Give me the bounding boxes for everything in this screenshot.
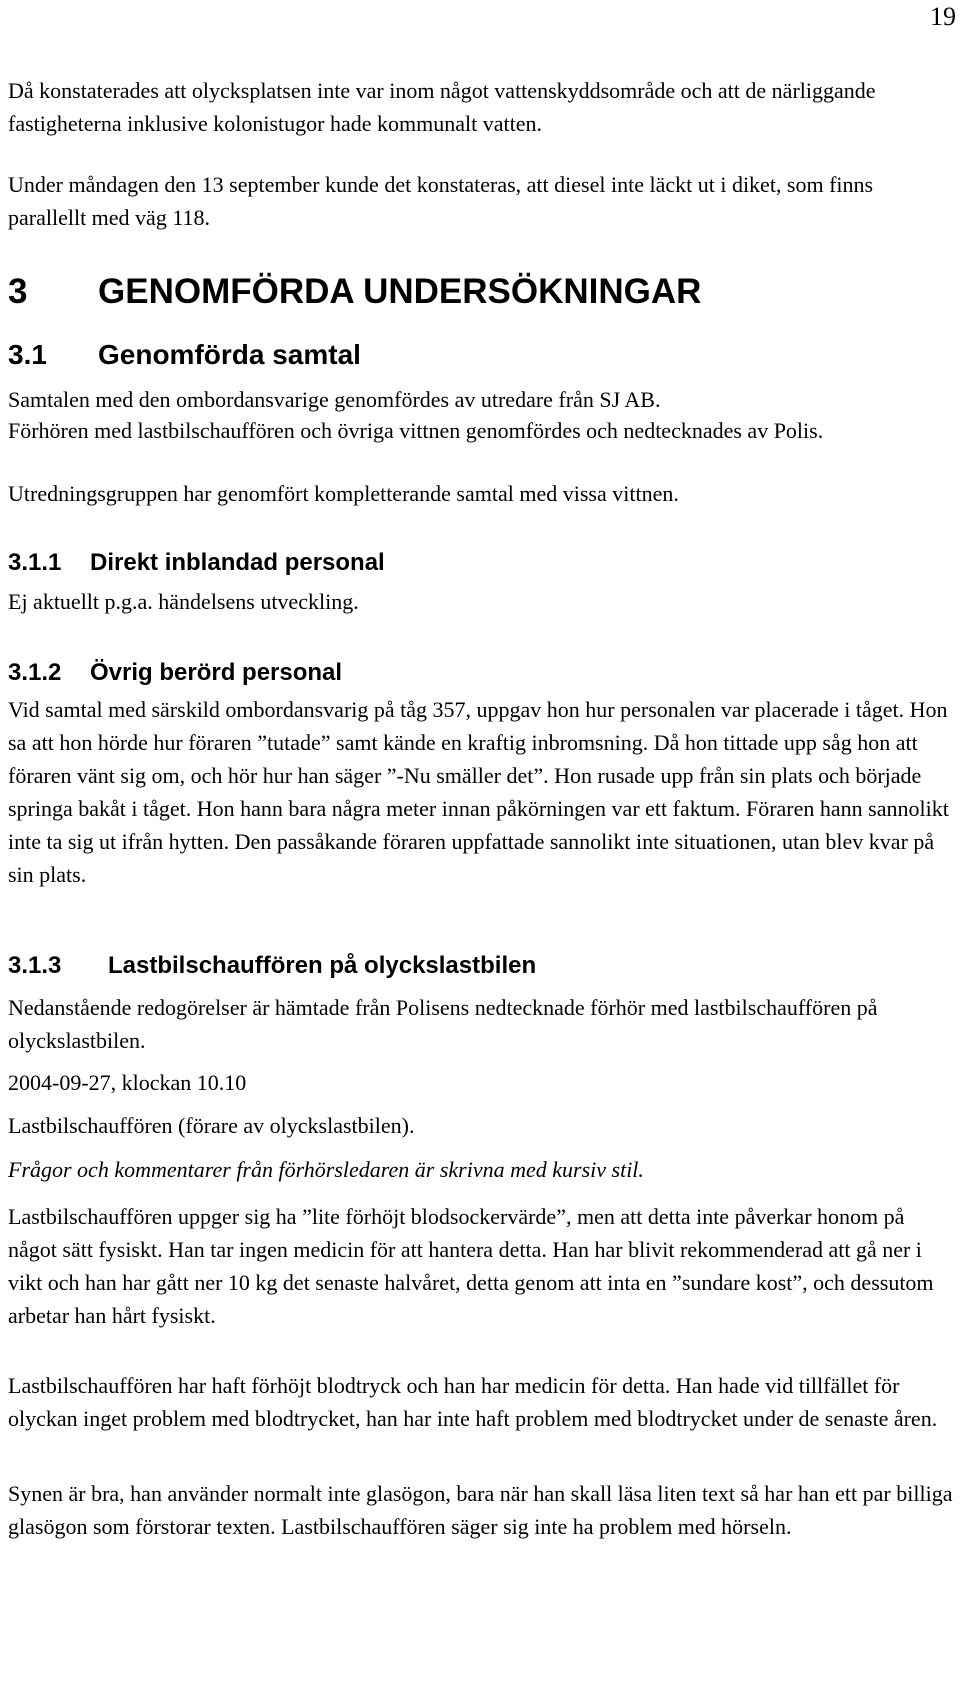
page-number: 19: [930, 2, 956, 31]
paragraph-blood-sugar: Lastbilschauffören uppger sig ha ”lite förhöjt blodsockervärde”, men att detta inte påverkar honom på något sätt fysiskt. Han tar ingen medicin för att hantera detta. Han har blivit rekommenderad att gå ner i vikt och han har gått ner 10 kg det senaste halvåret, detta genom att inta en ”sundare kost”, och dessutom arbetar han hårt fysiskt.: [8, 1204, 934, 1328]
section-heading-3-1-3: [8, 952, 536, 980]
paragraph-interview-date: 2004-09-27, klockan 10.10: [8, 1070, 247, 1095]
section-number: 3: [8, 272, 28, 311]
paragraph-onboard-staff-account: Vid samtal med särskild ombordansvarig på tåg 357, uppgav hon hur personalen var placerade i tåget. Hon sa att hon hörde hur föraren ”tutade” samt kände en kraftig inbromsning. Då hon tittade upp såg hon att föraren vänt sig om, och hör hur han säger ”-Nu smäller det”. Hon rusade upp från sin plats och började springa bakåt i tåget. Hon hann bara några meter innan påkörningen var ett faktum. Föraren hann sannolikt inte ta sig ut ifrån hytten. Den passåkande föraren uppfattade sannolikt inte situationen, utan blev kvar på sin plats.: [8, 697, 949, 887]
section-heading-3-1-2: [8, 659, 342, 687]
section-title: GENOMFÖRDA UNDERSÖKNINGAR: [98, 272, 702, 311]
paragraph-police-interviews: Förhören med lastbilschauffören och övriga vittnen genomfördes och nedtecknades av Polis.: [8, 418, 824, 443]
section-heading-3-1: [8, 339, 361, 371]
section-title: Lastbilschauffören på olyckslastbilen: [108, 952, 537, 979]
paragraph-police-records: Nedanstående redogörelser är hämtade från Polisens nedtecknade förhör med lastbilschauffören på olyckslastbilen.: [8, 995, 878, 1053]
section-number: 3.1.1: [8, 549, 62, 576]
section-number: 3.1.3: [8, 952, 62, 979]
section-number: 3.1: [8, 339, 47, 370]
paragraph-interviews-sj: Samtalen med den ombordansvarige genomfördes av utredare från SJ AB.: [8, 387, 661, 412]
section-title: Övrig berörd personal: [90, 659, 343, 686]
paragraph-not-applicable: Ej aktuellt p.g.a. händelsens utveckling.: [8, 589, 359, 614]
paragraph-diesel-check: Under måndagen den 13 september kunde det konstateras, att diesel inte läckt ut i diket, som finns parallellt med väg 118.: [8, 172, 874, 230]
section-title: Genomförda samtal: [98, 339, 361, 370]
paragraph-water-protection: Då konstaterades att olycksplatsen inte var inom något vattenskyddsområde och att de närliggande fastigheterna inklusive kolonistugor hade kommunalt vatten.: [8, 78, 876, 136]
paragraph-supplementary-talks: Utredningsgruppen har genomfört kompletterande samtal med vissa vittnen.: [8, 481, 679, 506]
paragraph-interviewee: Lastbilschauffören (förare av olyckslastbilen).: [8, 1113, 415, 1138]
paragraph-italic-note: Frågor och kommentarer från förhörsledaren är skrivna med kursiv stil.: [8, 1157, 644, 1182]
section-title: Direkt inblandad personal: [90, 549, 385, 576]
paragraph-blood-pressure: Lastbilschauffören har haft förhöjt blodtryck och han har medicin för detta. Han hade vid tillfället för olyckan inget problem med blodtrycket, han har inte haft problem med blodtrycket under de senaste åren.: [8, 1373, 938, 1431]
section-heading-3: [8, 272, 701, 312]
section-number: 3.1.2: [8, 659, 62, 686]
paragraph-eyesight: Synen är bra, han använder normalt inte glasögon, bara när han skall läsa liten text så har han ett par billiga glasögon som förstorar texten. Lastbilschauffören säger sig inte ha problem med hörseln.: [8, 1481, 953, 1539]
section-heading-3-1-1: [8, 549, 385, 577]
